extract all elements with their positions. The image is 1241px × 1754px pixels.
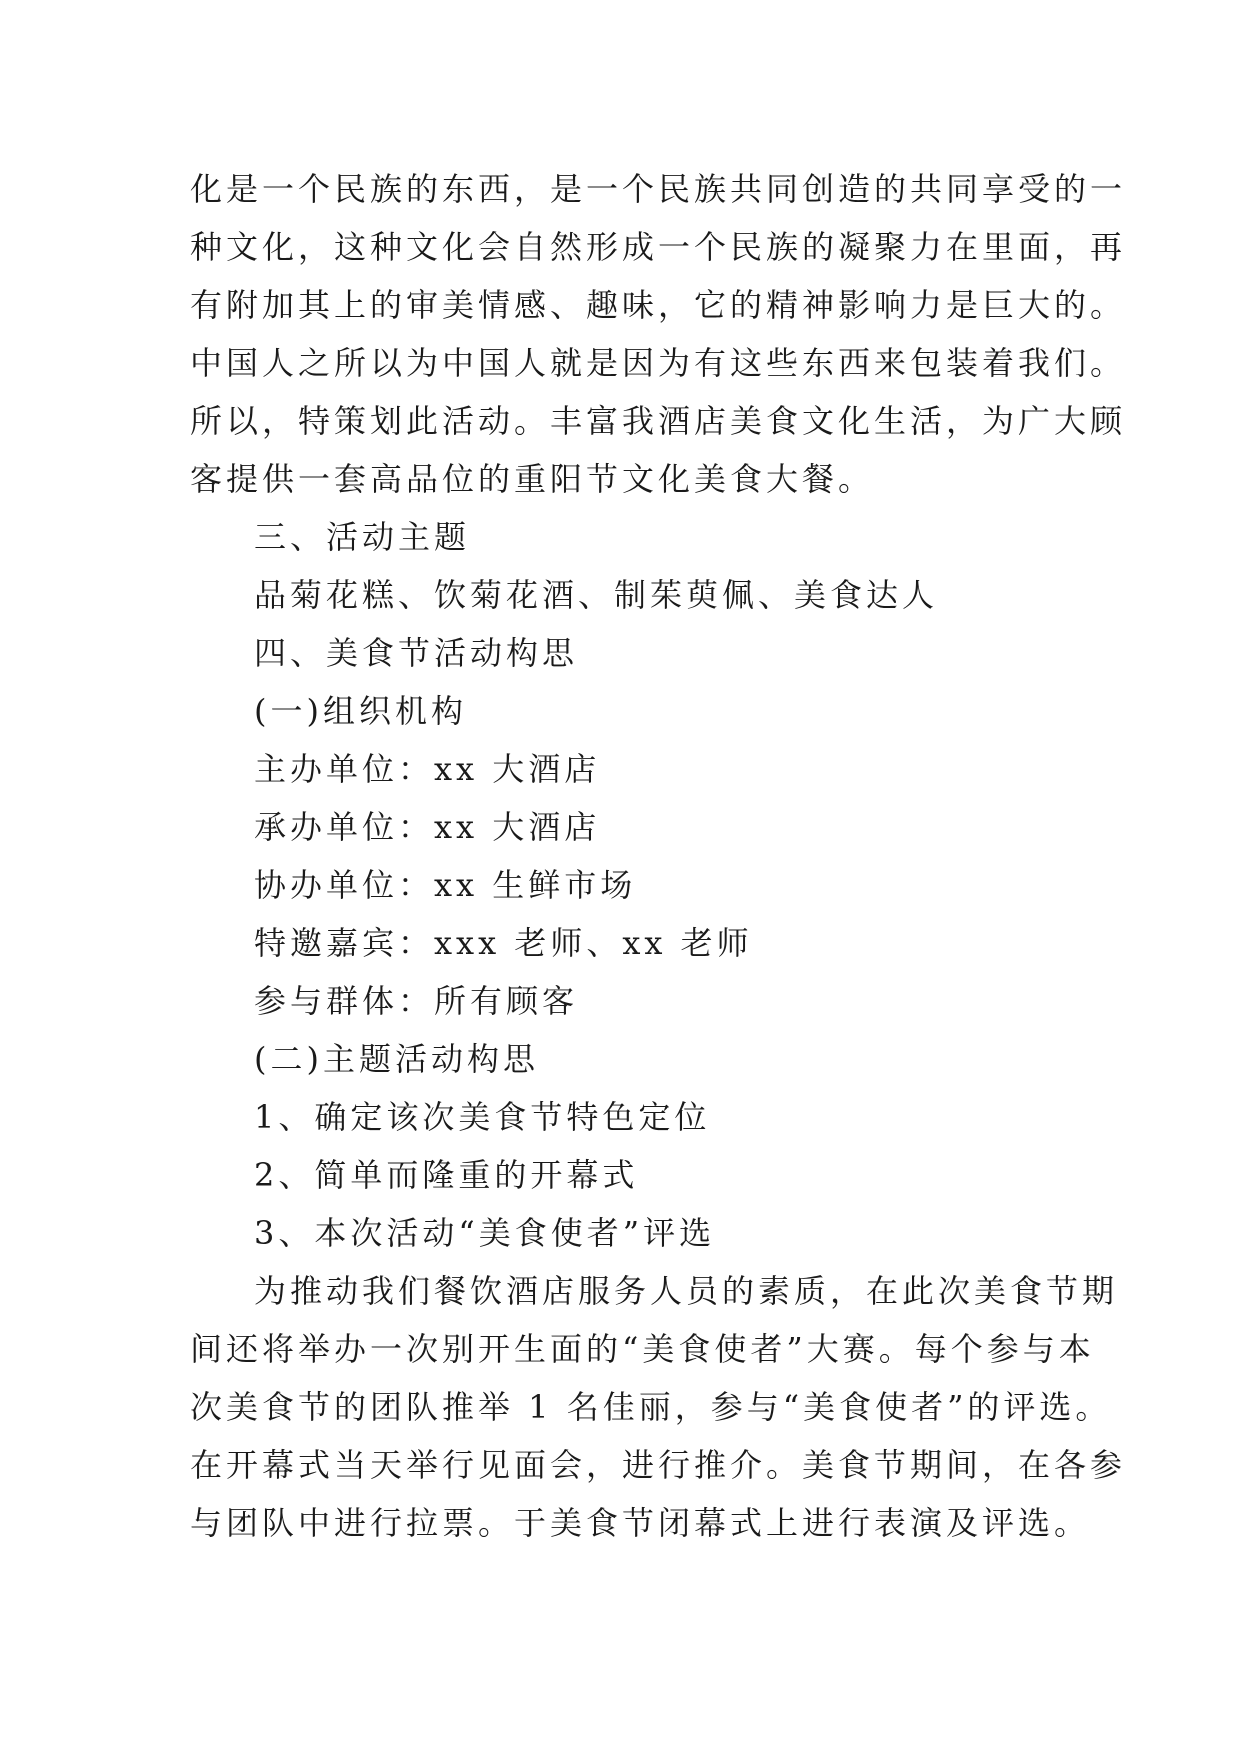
section-heading: 三、活动主题 xyxy=(254,518,471,556)
subsection-heading: (二)主题活动构思 xyxy=(254,1040,539,1078)
paragraph-line: 所以，特策划此活动。丰富我酒店美食文化生活，为广大顾 xyxy=(190,402,1127,440)
organizer-line: 承办单位：xx 大酒店 xyxy=(254,808,601,846)
paragraph-line: 与团队中进行拉票。于美食节闭幕式上进行表演及评选。 xyxy=(190,1504,1091,1542)
paragraph-line: 有附加其上的审美情感、趣味，它的精神影响力是巨大的。 xyxy=(190,286,1127,324)
paragraph-line: 间还将举办一次别开生面的“美食使者”大赛。每个参与本 xyxy=(190,1330,1095,1368)
paragraph-line: 化是一个民族的东西，是一个民族共同创造的共同享受的一 xyxy=(190,170,1127,208)
paragraph-line: 种文化，这种文化会自然形成一个民族的凝聚力在里面，再 xyxy=(190,228,1127,266)
organizer-line: 主办单位：xx 大酒店 xyxy=(254,750,601,788)
organizer-line: 参与群体：所有顾客 xyxy=(254,982,579,1020)
section-heading: 四、美食节活动构思 xyxy=(254,634,579,672)
document-body xyxy=(190,160,1127,1552)
organizer-line: 协办单位：xx 生鲜市场 xyxy=(254,866,637,904)
list-item: 2、简单而隆重的开幕式 xyxy=(254,1156,639,1194)
paragraph-line: 在开幕式当天举行见面会，进行推介。美食节期间，在各参 xyxy=(190,1446,1127,1484)
list-item: 1、确定该次美食节特色定位 xyxy=(254,1098,711,1136)
subsection-heading: (一)组织机构 xyxy=(254,692,467,730)
paragraph-line: 客提供一套高品位的重阳节文化美食大餐。 xyxy=(190,460,875,498)
paragraph-line: 次美食节的团队推举 1 名佳丽，参与“美食使者”的评选。 xyxy=(190,1388,1112,1426)
list-item: 3、本次活动“美食使者”评选 xyxy=(254,1214,716,1252)
organizer-line: 特邀嘉宾：xxx 老师、xx 老师 xyxy=(254,924,753,962)
theme-line: 品菊花糕、饮菊花酒、制茱萸佩、美食达人 xyxy=(254,576,939,614)
paragraph-line: 中国人之所以为中国人就是因为有这些东西来包装着我们。 xyxy=(190,344,1127,382)
paragraph-line: 为推动我们餐饮酒店服务人员的素质，在此次美食节期 xyxy=(254,1272,1119,1310)
